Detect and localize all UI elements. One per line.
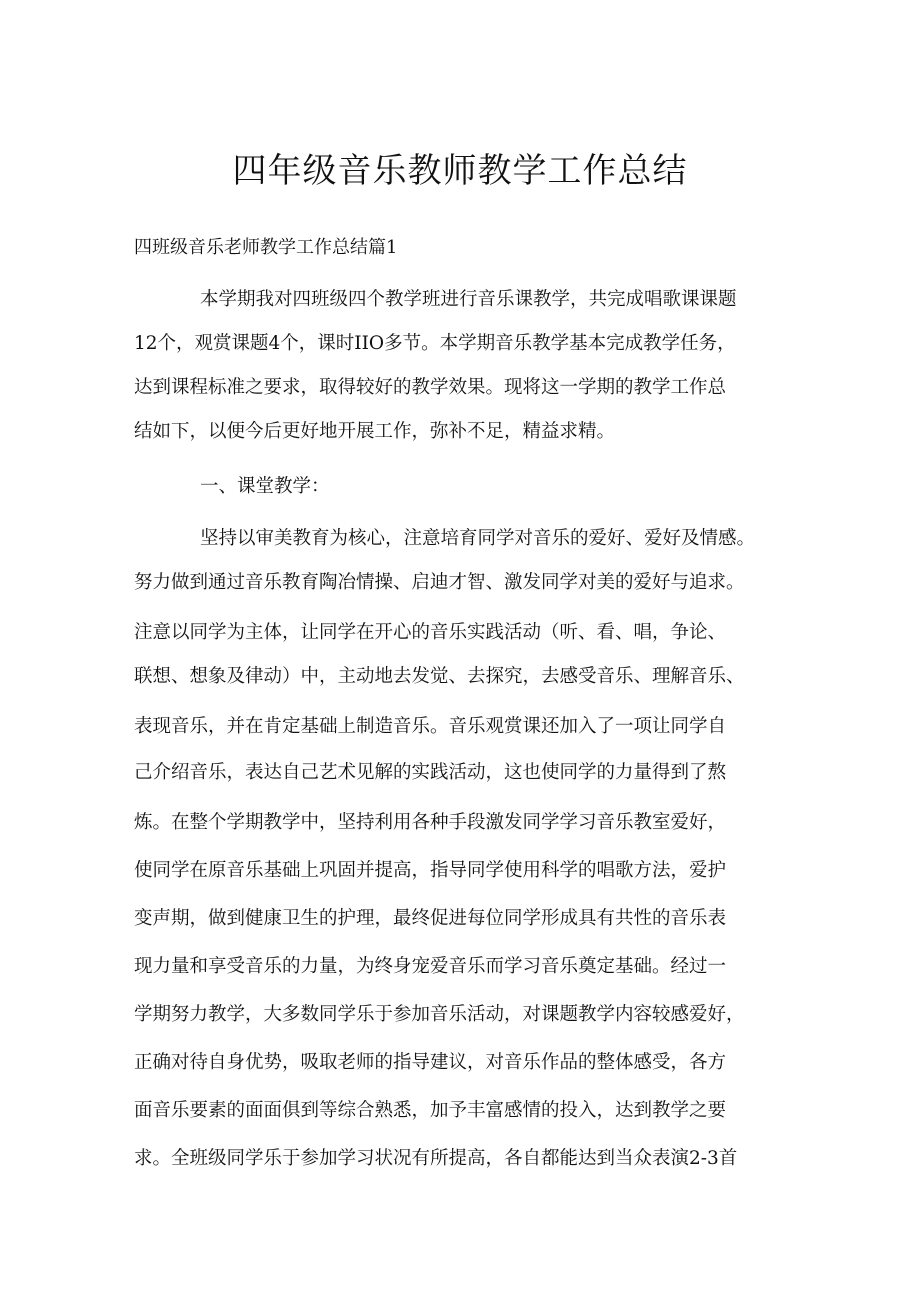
section-heading: 四班级音乐老师教学工作总结篇1 bbox=[134, 237, 398, 258]
paragraph-line: 本学期我对四班级四个教学班进行音乐课教学，共完成唱歌课课题 bbox=[200, 289, 737, 310]
paragraph-line: 坚持以审美教育为核心，注意培育同学对音乐的爱好、爱好及情感。 bbox=[200, 528, 756, 549]
document-title: 四年级音乐教师教学工作总结 bbox=[232, 151, 688, 191]
paragraph-line: 变声期，做到健康卫生的护理，最终促进每位同学形成具有共性的音乐表 bbox=[134, 908, 727, 929]
paragraph-line: 结如下，以便今后更好地开展工作，弥补不足，精益求精。 bbox=[134, 421, 616, 442]
paragraph-line: 学期努力教学，大多数同学乐于参加音乐活动，对课题教学内容较感爱好， bbox=[134, 1004, 745, 1025]
paragraph-line: 12个，观赏课题4个，课时IIO多节。本学期音乐教学基本完成教学任务， bbox=[134, 333, 736, 354]
paragraph-line: 表现音乐，并在肯定基础上制造音乐。音乐观赏课还加入了一项让同学自 bbox=[134, 716, 727, 737]
paragraph-line: 现力量和享受音乐的力量，为终身宠爱音乐而学习音乐奠定基础。经过一 bbox=[134, 956, 727, 977]
paragraph-line: 面音乐要素的面面俱到等综合熟悉，加予丰富感情的投入，达到教学之要 bbox=[134, 1100, 727, 1121]
paragraph-line: 联想、想象及律动）中，主动地去发觉、去探究，去感受音乐、理解音乐、 bbox=[134, 666, 745, 687]
paragraph-line: 使同学在原音乐基础上巩固并提高，指导同学使用科学的唱歌方法，爱护 bbox=[134, 860, 727, 881]
paragraph-line: 炼。在整个学期教学中，坚持利用各种手段激发同学学习音乐教室爱好， bbox=[134, 812, 727, 833]
paragraph-line: 注意以同学为主体，让同学在开心的音乐实践活动（听、看、唱，争论、 bbox=[134, 622, 727, 643]
paragraph-line: 努力做到通过音乐教育陶冶情操、启迪才智、激发同学对美的爱好与追求。 bbox=[134, 572, 745, 593]
section-heading-classroom: 一、课堂教学： bbox=[200, 476, 330, 497]
paragraph-line: 正确对待自身优势，吸取老师的指导建议，对音乐作品的整体感受，各方 bbox=[134, 1052, 727, 1073]
paragraph-line: 己介绍音乐，表达自己艺术见解的实践活动，这也使同学的力量得到了熬 bbox=[134, 762, 727, 783]
paragraph-line: 达到课程标准之要求，取得较好的教学效果。现将这一学期的教学工作总 bbox=[134, 377, 727, 398]
paragraph-line: 求。全班级同学乐于参加学习状况有所提高，各自都能达到当众表演2-3首 bbox=[134, 1148, 738, 1169]
